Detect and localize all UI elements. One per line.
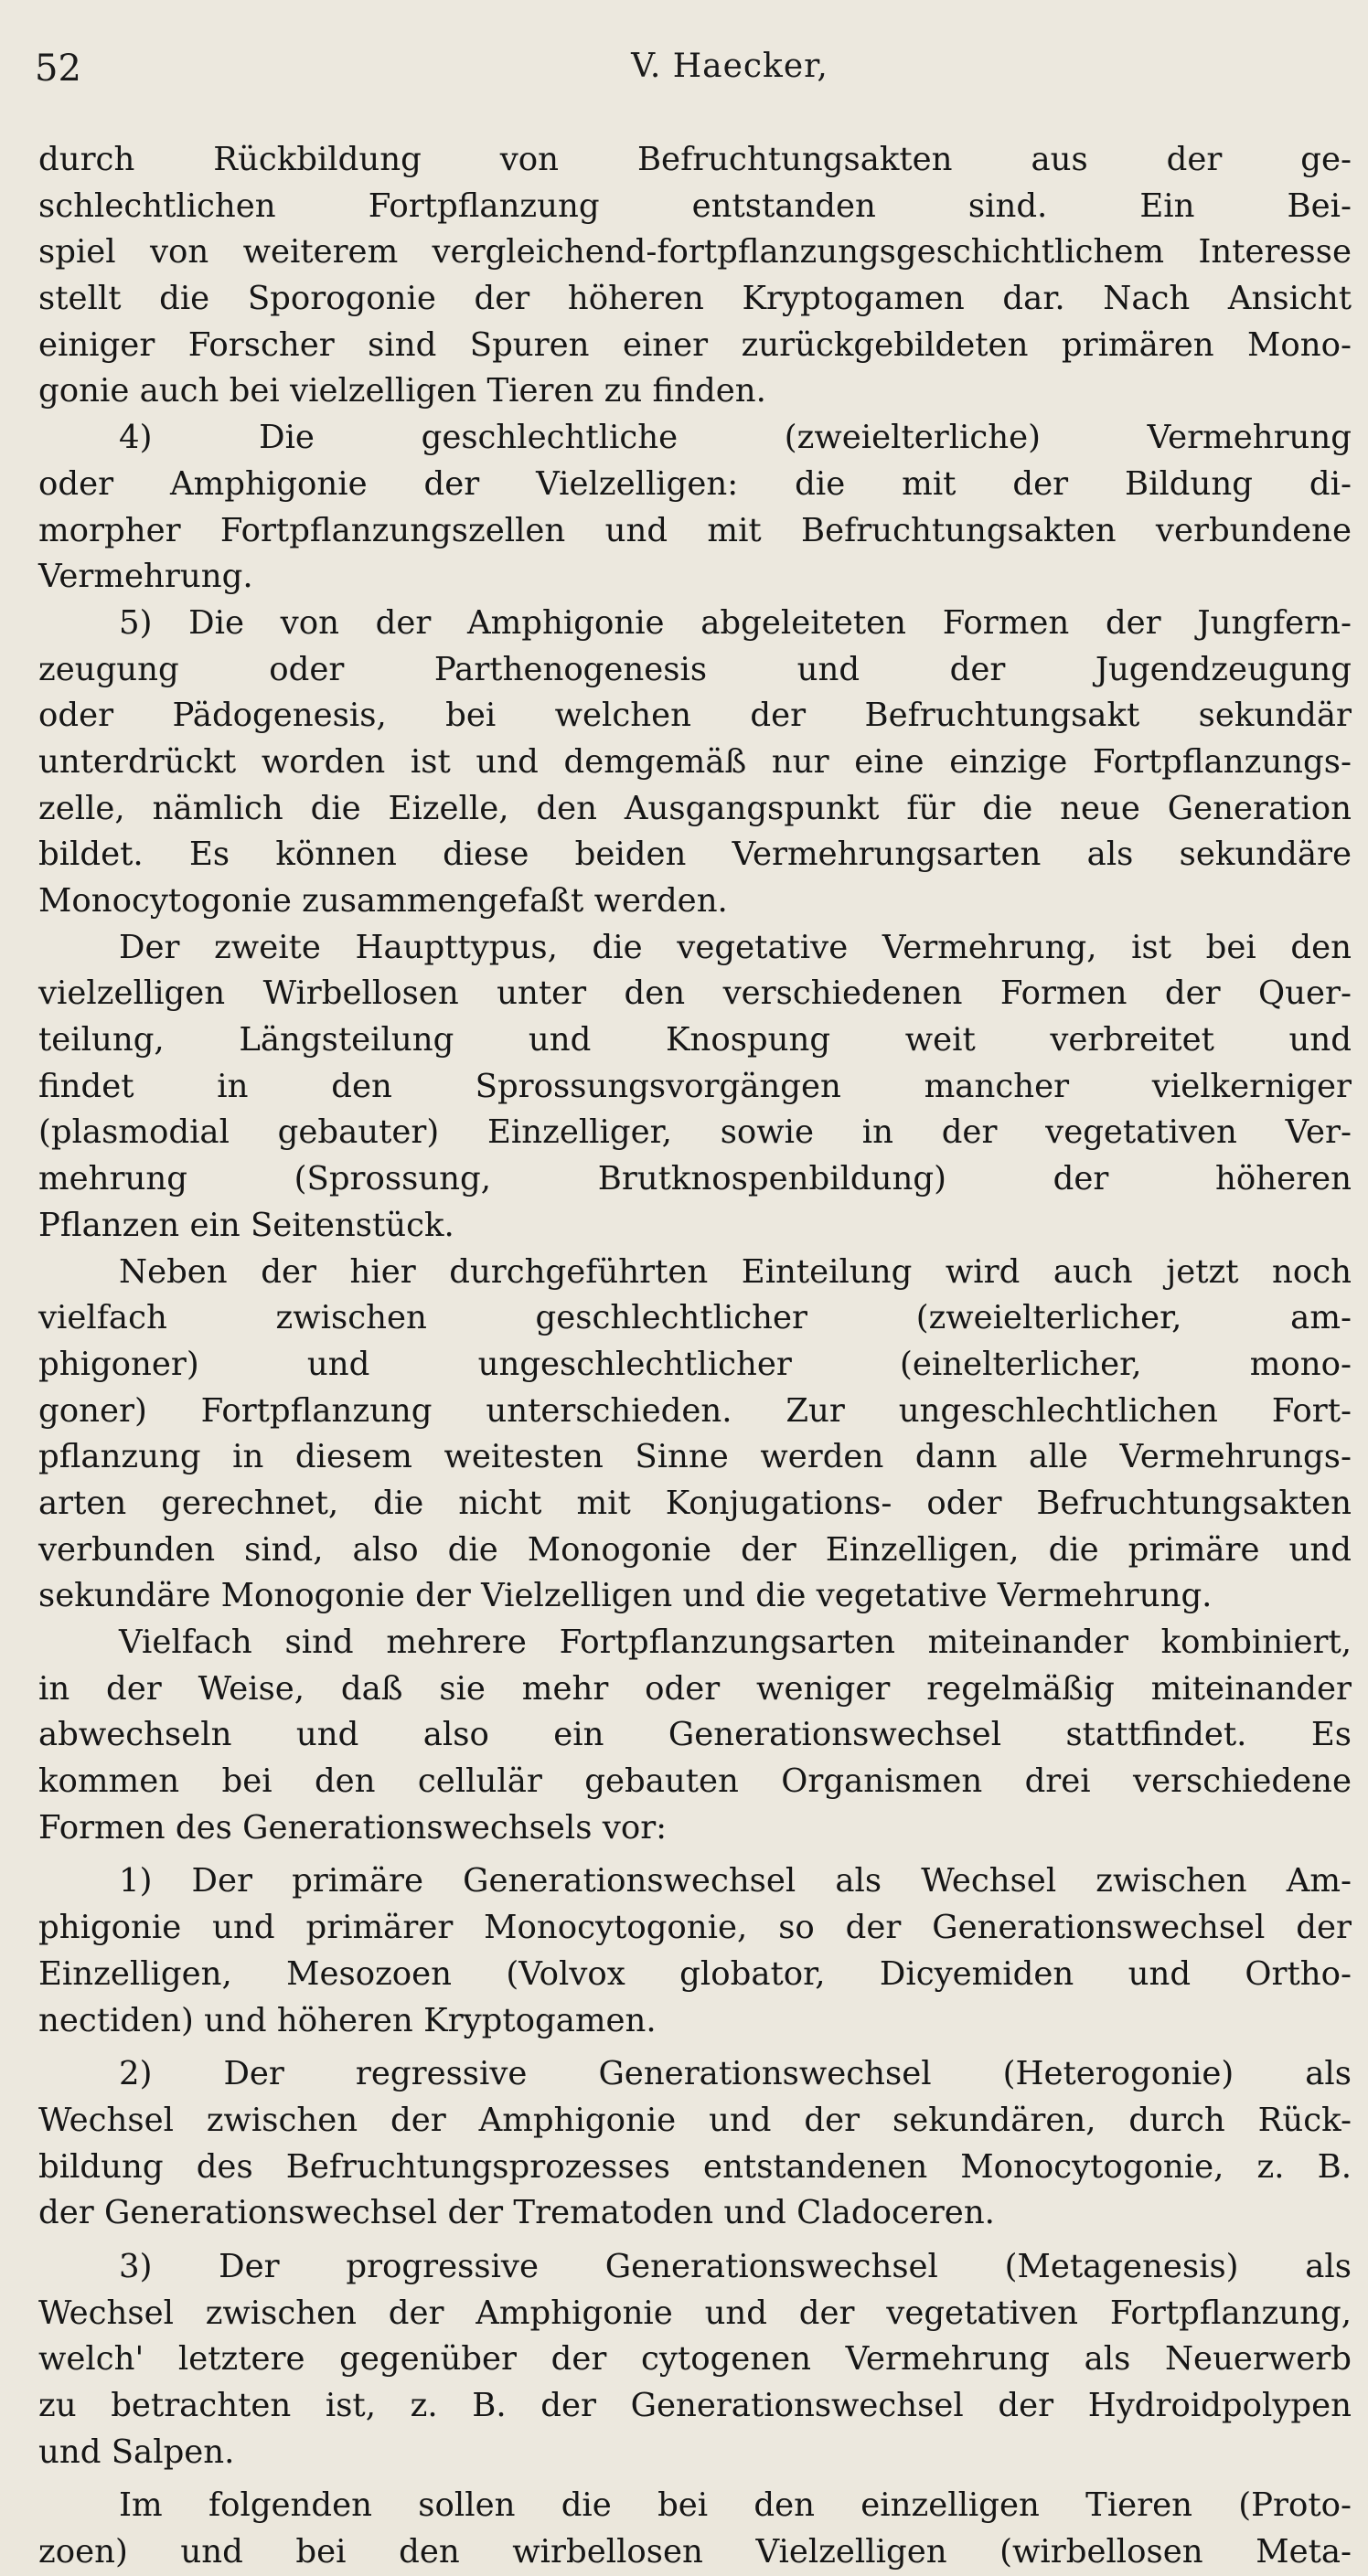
text-line: oder Pädogenesis, bei welchen der Befruchtungsakt sekundär — [38, 697, 1352, 735]
text-line: arten gerechnet, die nicht mit Konjugations- oder Befruchtungsakten — [38, 1484, 1352, 1522]
text-line: 1) Der primäre Generationswechsel als Wechsel zwischen Am- — [119, 1862, 1352, 1900]
text-line: schlechtlichen Fortpflanzung entstanden sind. Ein Bei- — [38, 186, 1352, 225]
page-header — [35, 48, 1333, 102]
text-line: Formen des Generationswechsels vor: — [38, 1808, 668, 1847]
text-line: Monocytogonie zusammengefaßt werden. — [38, 882, 728, 920]
text-line: nectiden) und höheren Kryptogamen. — [38, 2001, 657, 2039]
paragraph-gap — [38, 2044, 1352, 2051]
text-line: gonie auch bei vielzelligen Tieren zu finden. — [38, 372, 766, 410]
paragraph-gap — [38, 2237, 1352, 2244]
text-line: morpher Fortpflanzungszellen und mit Befruchtungsakten verbundene — [38, 511, 1352, 549]
text-line: oder Amphigonie der Vielzelligen: die mit der Bildung di- — [38, 464, 1352, 503]
body-text — [38, 137, 1352, 2576]
text-line: und Salpen. — [38, 2432, 235, 2471]
paragraph-gap — [38, 2475, 1352, 2483]
text-line: verbunden sind, also die Monogonie der Einzelligen, die primäre und — [38, 1530, 1352, 1569]
text-line: zelle, nämlich die Eizelle, den Ausgangspunkt für die neue Generation — [38, 789, 1352, 827]
text-line: findet in den Sprossungsvorgängen mancher vielkerniger — [38, 1067, 1352, 1105]
text-line: spiel von weiterem vergleichend-fortpflanzungsgeschichtlichem Interesse — [38, 233, 1352, 271]
text-line: durch Rückbildung von Befruchtungsakten aus der ge- — [38, 141, 1352, 178]
text-line: 3) Der progressive Generationswechsel (Metagenesis) als — [119, 2247, 1352, 2285]
text-line: Wechsel zwischen der Amphigonie und der vegetativen Fortpflanzung, — [38, 2294, 1352, 2332]
text-line: Vielfach sind mehrere Fortpflanzungsarten miteinander kombiniert, — [119, 1623, 1352, 1661]
text-line: Der zweite Haupttypus, die vegetative Vermehrung, ist bei den — [119, 928, 1352, 966]
text-line: bildet. Es können diese beiden Vermehrungsarten als sekundäre — [38, 836, 1352, 874]
text-line: Pflanzen ein Seitenstück. — [38, 1206, 454, 1244]
text-line: stellt die Sporogonie der höheren Kryptogamen dar. Nach Ansicht — [38, 280, 1352, 318]
text-line: Vermehrung. — [38, 558, 253, 596]
text-line: Neben der hier durchgeführten Einteilung wird auch jetzt noch — [119, 1252, 1352, 1291]
text-line: zu betrachten ist, z. B. der Generationswechsel der Hydroidpolypen — [38, 2387, 1352, 2424]
text-line: teilung, Längsteilung und Knospung weit verbreitet und — [38, 1021, 1352, 1059]
text-line: 2) Der regressive Generationswechsel (Heterogonie) als — [119, 2055, 1352, 2093]
text-line: sekundäre Monogonie der Vielzelligen und die vegetative Vermehrung. — [38, 1577, 1213, 1615]
text-line: 4) Die geschlechtliche (zweielterliche) Vermehrung — [119, 419, 1352, 457]
text-line: kommen bei den cellulär gebauten Organismen drei verschiedene — [38, 1762, 1352, 1801]
text-line: zeugung oder Parthenogenesis und der Jugendzeugung — [38, 650, 1352, 688]
page-number: 52 — [35, 48, 81, 90]
text-line: zoen) und bei den wirbellosen Vielzelligen (wirbellosen Meta- — [38, 2533, 1352, 2571]
text-line: der Generationswechsel der Trematoden und Cladoceren. — [38, 2194, 995, 2232]
text-line: (plasmodial gebauter) Einzelliger, sowie in der vegetativen Ver- — [38, 1113, 1352, 1152]
running-head: V. Haecker, — [631, 48, 828, 85]
text-line: pflanzung in diesem weitesten Sinne werden dann alle Vermehrungs- — [38, 1438, 1352, 1476]
text-line: in der Weise, daß sie mehr oder weniger regelmäßig miteinander — [38, 1669, 1352, 1708]
text-line: unterdrückt worden ist und demgemäß nur eine einzige Fortpflanzungs- — [38, 742, 1352, 781]
text-line: bildung des Befruchtungsprozesses entstandenen Monocytogonie, z. B. — [38, 2147, 1352, 2186]
text-line: mehrung (Sprossung, Brutknospenbildung) der höheren — [38, 1160, 1352, 1198]
paragraph-gap — [38, 1851, 1352, 1858]
text-line: phigoner) und ungeschlechtlicher (einelterlicher, mono- — [38, 1345, 1352, 1383]
text-line: phigonie und primärer Monocytogonie, so der Generationswechsel der — [38, 1909, 1352, 1947]
text-line: einiger Forscher sind Spuren einer zurückgebildeten primären Mono- — [38, 325, 1352, 364]
text-line: vielfach zwischen geschlechtlicher (zweielterlicher, am- — [38, 1299, 1352, 1337]
text-line: vielzelligen Wirbellosen unter den verschiedenen Formen der Quer- — [38, 974, 1352, 1013]
text-line: goner) Fortpflanzung unterschieden. Zur ungeschlechtlichen Fort- — [38, 1391, 1352, 1430]
text-line: Wechsel zwischen der Amphigonie und der sekundären, durch Rück- — [38, 2101, 1352, 2139]
text-line: welch' letztere gegenüber der cytogenen Vermehrung als Neuerwerb — [38, 2340, 1352, 2379]
text-line: abwechseln und also ein Generationswechsel stattfindet. Es — [38, 1716, 1352, 1754]
text-line: Einzelligen, Mesozoen (Volvox globator, Dicyemiden und Ortho- — [38, 1954, 1352, 1993]
text-line: Im folgenden sollen die bei den einzelligen Tieren (Proto- — [119, 2486, 1352, 2525]
text-line: 5) Die von der Amphigonie abgeleiteten Formen der Jungfern- — [119, 603, 1352, 642]
